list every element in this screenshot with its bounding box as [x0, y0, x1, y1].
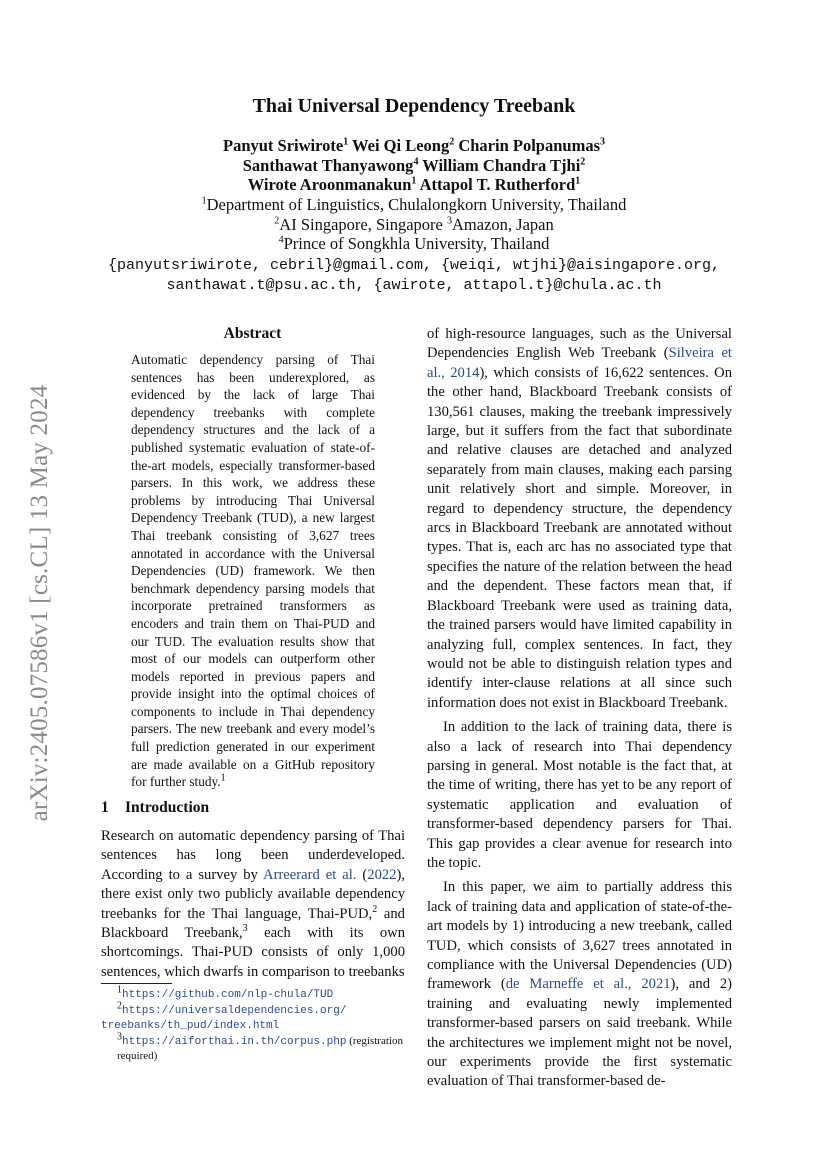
- abstract-heading: Abstract: [223, 325, 282, 342]
- author-name: William Chandra Tjhi: [422, 155, 581, 175]
- arxiv-identifier: [20, 358, 60, 848]
- footnote: $^3$https://aiforthai.in.th/corpus.php (registration required): [117, 1031, 403, 1063]
- author-list: Panyut Sriwirote$^1$ Wei Qi Leong$^2$ Charin Polpanumas$^3$ Santhawat Thanyawong$^4$ William Chandra Tjhi$^2$ Wirote Aroonmanakun$^1$ Attapol T. Rutherford$^1$: [222, 136, 606, 194]
- section-number: 1: [101, 799, 109, 816]
- footnote-link[interactable]: https://github.com/nlp-chula/TUD: [122, 989, 334, 1001]
- email-line: {panyutsriwirote, cebril}@gmail.com, {weiqi, wtjhi}@aisingapore.org,: [107, 257, 721, 274]
- citation-link[interactable]: Silveira et al., 2014: [427, 345, 732, 381]
- section-title: Introduction: [125, 799, 210, 816]
- author-name: Wei Qi Leong: [352, 136, 450, 155]
- intro-right-column: [427, 325, 732, 1097]
- affiliation: AI Singapore, Singapore: [279, 214, 443, 234]
- author-name: Charin Polpanumas: [458, 136, 601, 155]
- footnote-marker[interactable]: 3: [242, 923, 248, 935]
- author-name: Attapol T. Rutherford: [419, 175, 576, 194]
- citation-link[interactable]: Arreerard et al.: [263, 866, 357, 883]
- section-heading: [101, 799, 209, 817]
- paragraph: In addition to the lack of training data, there is also a lack of research into Thai dependency parsing in general. Most notable is the fact that, at the time of writing, there has yet to be any report of systematic application and evaluation of transformer-based dependency parsers for Thai. This gap provides a clear avenue for research into the topic.: [427, 719, 732, 871]
- footnote-marker[interactable]: 1: [220, 772, 226, 784]
- paper-title: Thai Universal Dependency Treebank: [252, 95, 576, 117]
- affiliation: Department of Linguistics, Chulalongkorn University, Thailand: [206, 195, 627, 214]
- paragraph: In this paper, we aim to partially address this lack of training data and application of state-of-the-art models by 1) introducing a new treebank, called TUD, which consists of 3,627 trees annotated in compliance with the Universal Dependencies (UD) framework (de Marneffe et al., 2021), and 2) training and evaluating newly implemented transformer-based parsers on said treebank. While the architectures we implement might not be novel, our experiments provide the first systematic evaluation of Thai transformer-based de-: [427, 879, 733, 1090]
- footnote-link[interactable]: treebanks/th_pud/index.html: [101, 1020, 280, 1033]
- author-name: Panyut Sriwirote: [222, 136, 344, 155]
- footnote: $^1$https://github.com/nlp-chula/TUD: [117, 984, 334, 1001]
- author-name: Santhawat Thanyawong: [242, 155, 414, 175]
- abstract-text: Automatic dependency parsing of Thai sentences has been underexplored, as evidenced by the lack of large Thai dependency treebanks with complete dependency structures and the lack of a published systematic evaluation of state-of-the-art models, especially transformer-based parsers. In this work, we address these problems by introducing Thai Universal Dependency Treebank (TUD), a new largest Thai treebank consisting of 3,627 trees annotated in accordance with the Universal Dependencies (UD) framework. We then benchmark dependency parsing models that incorporate pretrained transformers as encoders and train them on Thai-PUD and our TUD. The evaluation results show that most of our models can outperform other models reported in previous papers and provide insight into the optimal choices of components to include in Thai dependency parsers. The new treebank and every model’s full prediction generated in our experiment are made available on a GitHub repository for further study.$^1$: [131, 352, 375, 790]
- footnote: $^2$https://universaldependencies.org/: [117, 999, 347, 1017]
- citation-link[interactable]: de Marneffe et al., 2021: [505, 976, 671, 993]
- arxiv-identifier-text: arXiv:2405.07586v1 [cs.CL] 13 May 2024: [26, 384, 53, 822]
- paragraph: Research on automatic dependency parsing of Thai sentences has long been underdeveloped. According to a survey by Arreerard et al. (2022), there exist only two publicly available dependency treebanks for the Thai language, Thai-PUD,$^2$ and Blackboard Treebank,$^3$ each with its own shortcomings. Thai-PUD consists of only 1,000 sentences, which dwarfs in comparison to treebanks: [101, 828, 405, 980]
- footnote-continuation: [101, 1018, 405, 1034]
- affiliation: Prince of Songkhla University, Thailand: [283, 234, 550, 253]
- footnote-link[interactable]: https://universaldependencies.org/: [122, 1004, 347, 1017]
- paragraph: of high-resource languages, such as the Universal Dependencies English Web Treebank (Silveira et al., 2014), which consists of 16,622 sentences. On the other hand, Blackboard Treebank consists of 130,561 clauses, making the treebank impressively large, but it suffers from the fact that subordinate and relative clauses are detached and analyzed separately from main clauses, making each parsing unit relatively short and simple. Moreover, in regard to dependency structure, the dependency arcs in Blackboard Treebank are annotated without types. That is, each arc has no associated type that specifies the nature of the relation between the head and the dependent. These factors mean that, if Blackboard Treebank were used as training data, the trained parsers would have limited capability in analyzing full, complex sentences. In fact, they would not be able to distinguish relation types and identify inter-clause relations at all since such information does not exist in Blackboard Treebank.: [427, 326, 732, 711]
- footnote-marker[interactable]: 2: [372, 903, 378, 915]
- affiliation: Amazon, Japan: [452, 214, 554, 234]
- intro-left-column: [101, 827, 405, 982]
- citation-link[interactable]: 2022: [367, 866, 397, 883]
- footnote-divider: [101, 983, 172, 984]
- email-line: santhawat.t@psu.ac.th, {awirote, attapol.t}@chula.ac.th: [166, 276, 662, 294]
- footnote-link[interactable]: https://aiforthai.in.th/corpus.php: [122, 1035, 347, 1048]
- author-name: Wirote Aroonmanakun: [247, 175, 412, 194]
- email-list: [0, 256, 828, 295]
- footnotes: [101, 984, 405, 1064]
- affiliation-list: $^1$Department of Linguistics, Chulalongkorn University, Thailand $^2$AI Singapore, Singapore $^3$Amazon, Japan $^4$Prince of Songkhla University, Thailand: [201, 195, 627, 253]
